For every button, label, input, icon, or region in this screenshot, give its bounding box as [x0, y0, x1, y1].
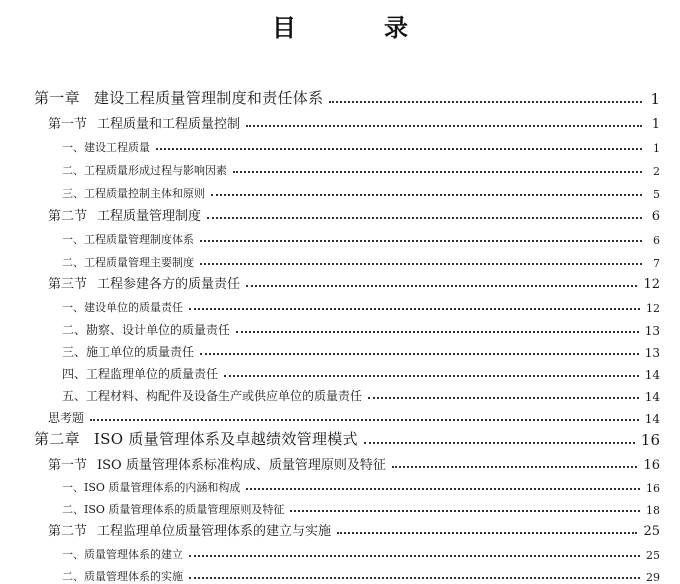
- section-number: 第二节: [48, 524, 88, 539]
- item-title: 二、质量管理体系的实施: [62, 570, 183, 583]
- toc-section[interactable]: [48, 202, 660, 224]
- toc-item[interactable]: [62, 562, 660, 584]
- section-number: 第二节: [48, 209, 88, 224]
- page-number: 25: [643, 524, 660, 539]
- page-number: 13: [644, 346, 660, 360]
- toc-item[interactable]: [62, 495, 660, 517]
- toc-item[interactable]: [62, 293, 660, 315]
- toc-item[interactable]: [62, 179, 660, 201]
- page-number: 1: [650, 90, 660, 108]
- dot-leader: [200, 240, 642, 242]
- page-number: 14: [644, 390, 660, 404]
- page-number: 16: [646, 482, 660, 495]
- item-title: 一、质量管理体系的建立: [62, 548, 183, 561]
- section-title: 工程质量和工程质量控制: [97, 117, 241, 132]
- toc-section[interactable]: [48, 517, 660, 539]
- dot-leader: [189, 308, 640, 310]
- item-title: 二、ISO 质量管理体系的质量管理原则及特征: [62, 503, 285, 516]
- toc-item[interactable]: [62, 156, 660, 178]
- page-number: 25: [646, 549, 660, 562]
- dot-leader: [189, 577, 640, 579]
- item-title: 一、工程质量管理制度体系: [62, 233, 194, 246]
- toc-item[interactable]: [62, 248, 660, 270]
- dot-leader: [156, 148, 642, 150]
- toc-item[interactable]: [62, 360, 660, 382]
- page-number: 18: [646, 504, 660, 517]
- page-number: 16: [643, 458, 660, 473]
- dot-leader: [211, 194, 642, 196]
- dot-leader: [236, 331, 639, 333]
- section-title: 工程参建各方的质量责任: [97, 277, 241, 292]
- item-title: 一、建设单位的质量责任: [62, 301, 183, 314]
- dot-leader: [246, 125, 642, 127]
- page-number: 12: [646, 302, 660, 315]
- page-number: 29: [646, 571, 660, 584]
- page-number: 16: [640, 431, 660, 449]
- chapter-number: 第二章: [34, 430, 80, 448]
- chapter-title: ISO 质量管理体系及卓越绩效管理模式: [93, 430, 358, 448]
- toc-item[interactable]: [62, 540, 660, 562]
- section-title: 工程监理单位质量管理体系的建立与实施: [97, 524, 332, 539]
- section-title: 工程质量管理制度: [97, 209, 202, 224]
- toc-section[interactable]: [48, 270, 660, 292]
- toc-item[interactable]: [62, 133, 660, 155]
- page-number: 1: [653, 142, 660, 155]
- item-title: 思考题: [48, 411, 85, 425]
- item-title: 一、建设工程质量: [62, 141, 150, 154]
- toc-item[interactable]: [62, 338, 660, 360]
- dot-leader: [337, 532, 637, 534]
- toc-section[interactable]: [48, 451, 660, 473]
- chapter-number: 第一章: [34, 89, 80, 107]
- dot-leader: [233, 171, 642, 173]
- dot-leader: [200, 353, 639, 355]
- toc-item[interactable]: [62, 382, 660, 404]
- page-number: 14: [644, 368, 660, 382]
- page-title: 目 录: [272, 14, 440, 42]
- toc-item[interactable]: [62, 225, 660, 247]
- toc-item[interactable]: [62, 316, 660, 338]
- page-number: 7: [653, 257, 660, 270]
- chapter-title: 建设工程质量管理制度和责任体系: [93, 89, 324, 107]
- item-title: 五、工程材料、构配件及设备生产或供应单位的质量责任: [62, 389, 363, 403]
- section-number: 第一节: [48, 458, 88, 473]
- item-title: 三、施工单位的质量责任: [62, 345, 195, 359]
- dot-leader: [246, 488, 640, 490]
- section-number: 第一节: [48, 117, 88, 132]
- dot-leader: [90, 419, 639, 421]
- item-title: 二、工程质量管理主要制度: [62, 256, 194, 269]
- dot-leader: [368, 397, 639, 399]
- dot-leader: [189, 555, 640, 557]
- toc-chapter-2[interactable]: [34, 427, 660, 449]
- item-title: 二、勘察、设计单位的质量责任: [62, 323, 231, 337]
- page-number: 6: [653, 234, 660, 247]
- page-number: 1: [651, 117, 660, 132]
- toc-exercises[interactable]: [48, 404, 660, 426]
- page-number: 13: [644, 324, 660, 338]
- dot-leader: [392, 466, 638, 468]
- section-number: 第三节: [48, 277, 88, 292]
- toc-item[interactable]: [62, 473, 660, 495]
- dot-leader: [224, 375, 639, 377]
- item-title: 三、工程质量控制主体和原则: [62, 187, 205, 200]
- section-title: ISO 质量管理体系标准构成、质量管理原则及特征: [97, 458, 386, 473]
- page-number: 14: [644, 412, 660, 426]
- page-number: 2: [653, 165, 660, 178]
- dot-leader: [329, 101, 642, 103]
- item-title: 一、ISO 质量管理体系的内涵和构成: [62, 481, 241, 494]
- page-number: 12: [643, 277, 660, 292]
- toc-section[interactable]: [48, 110, 660, 132]
- dot-leader: [200, 263, 642, 265]
- page-number: 5: [653, 188, 660, 201]
- dot-leader: [246, 285, 637, 287]
- dot-leader: [290, 510, 640, 512]
- dot-leader: [364, 442, 635, 444]
- item-title: 二、工程质量形成过程与影响因素: [62, 164, 227, 177]
- toc-chapter-1[interactable]: [34, 86, 660, 108]
- item-title: 四、工程监理单位的质量责任: [62, 367, 219, 381]
- dot-leader: [207, 217, 642, 219]
- page-number: 6: [651, 209, 660, 224]
